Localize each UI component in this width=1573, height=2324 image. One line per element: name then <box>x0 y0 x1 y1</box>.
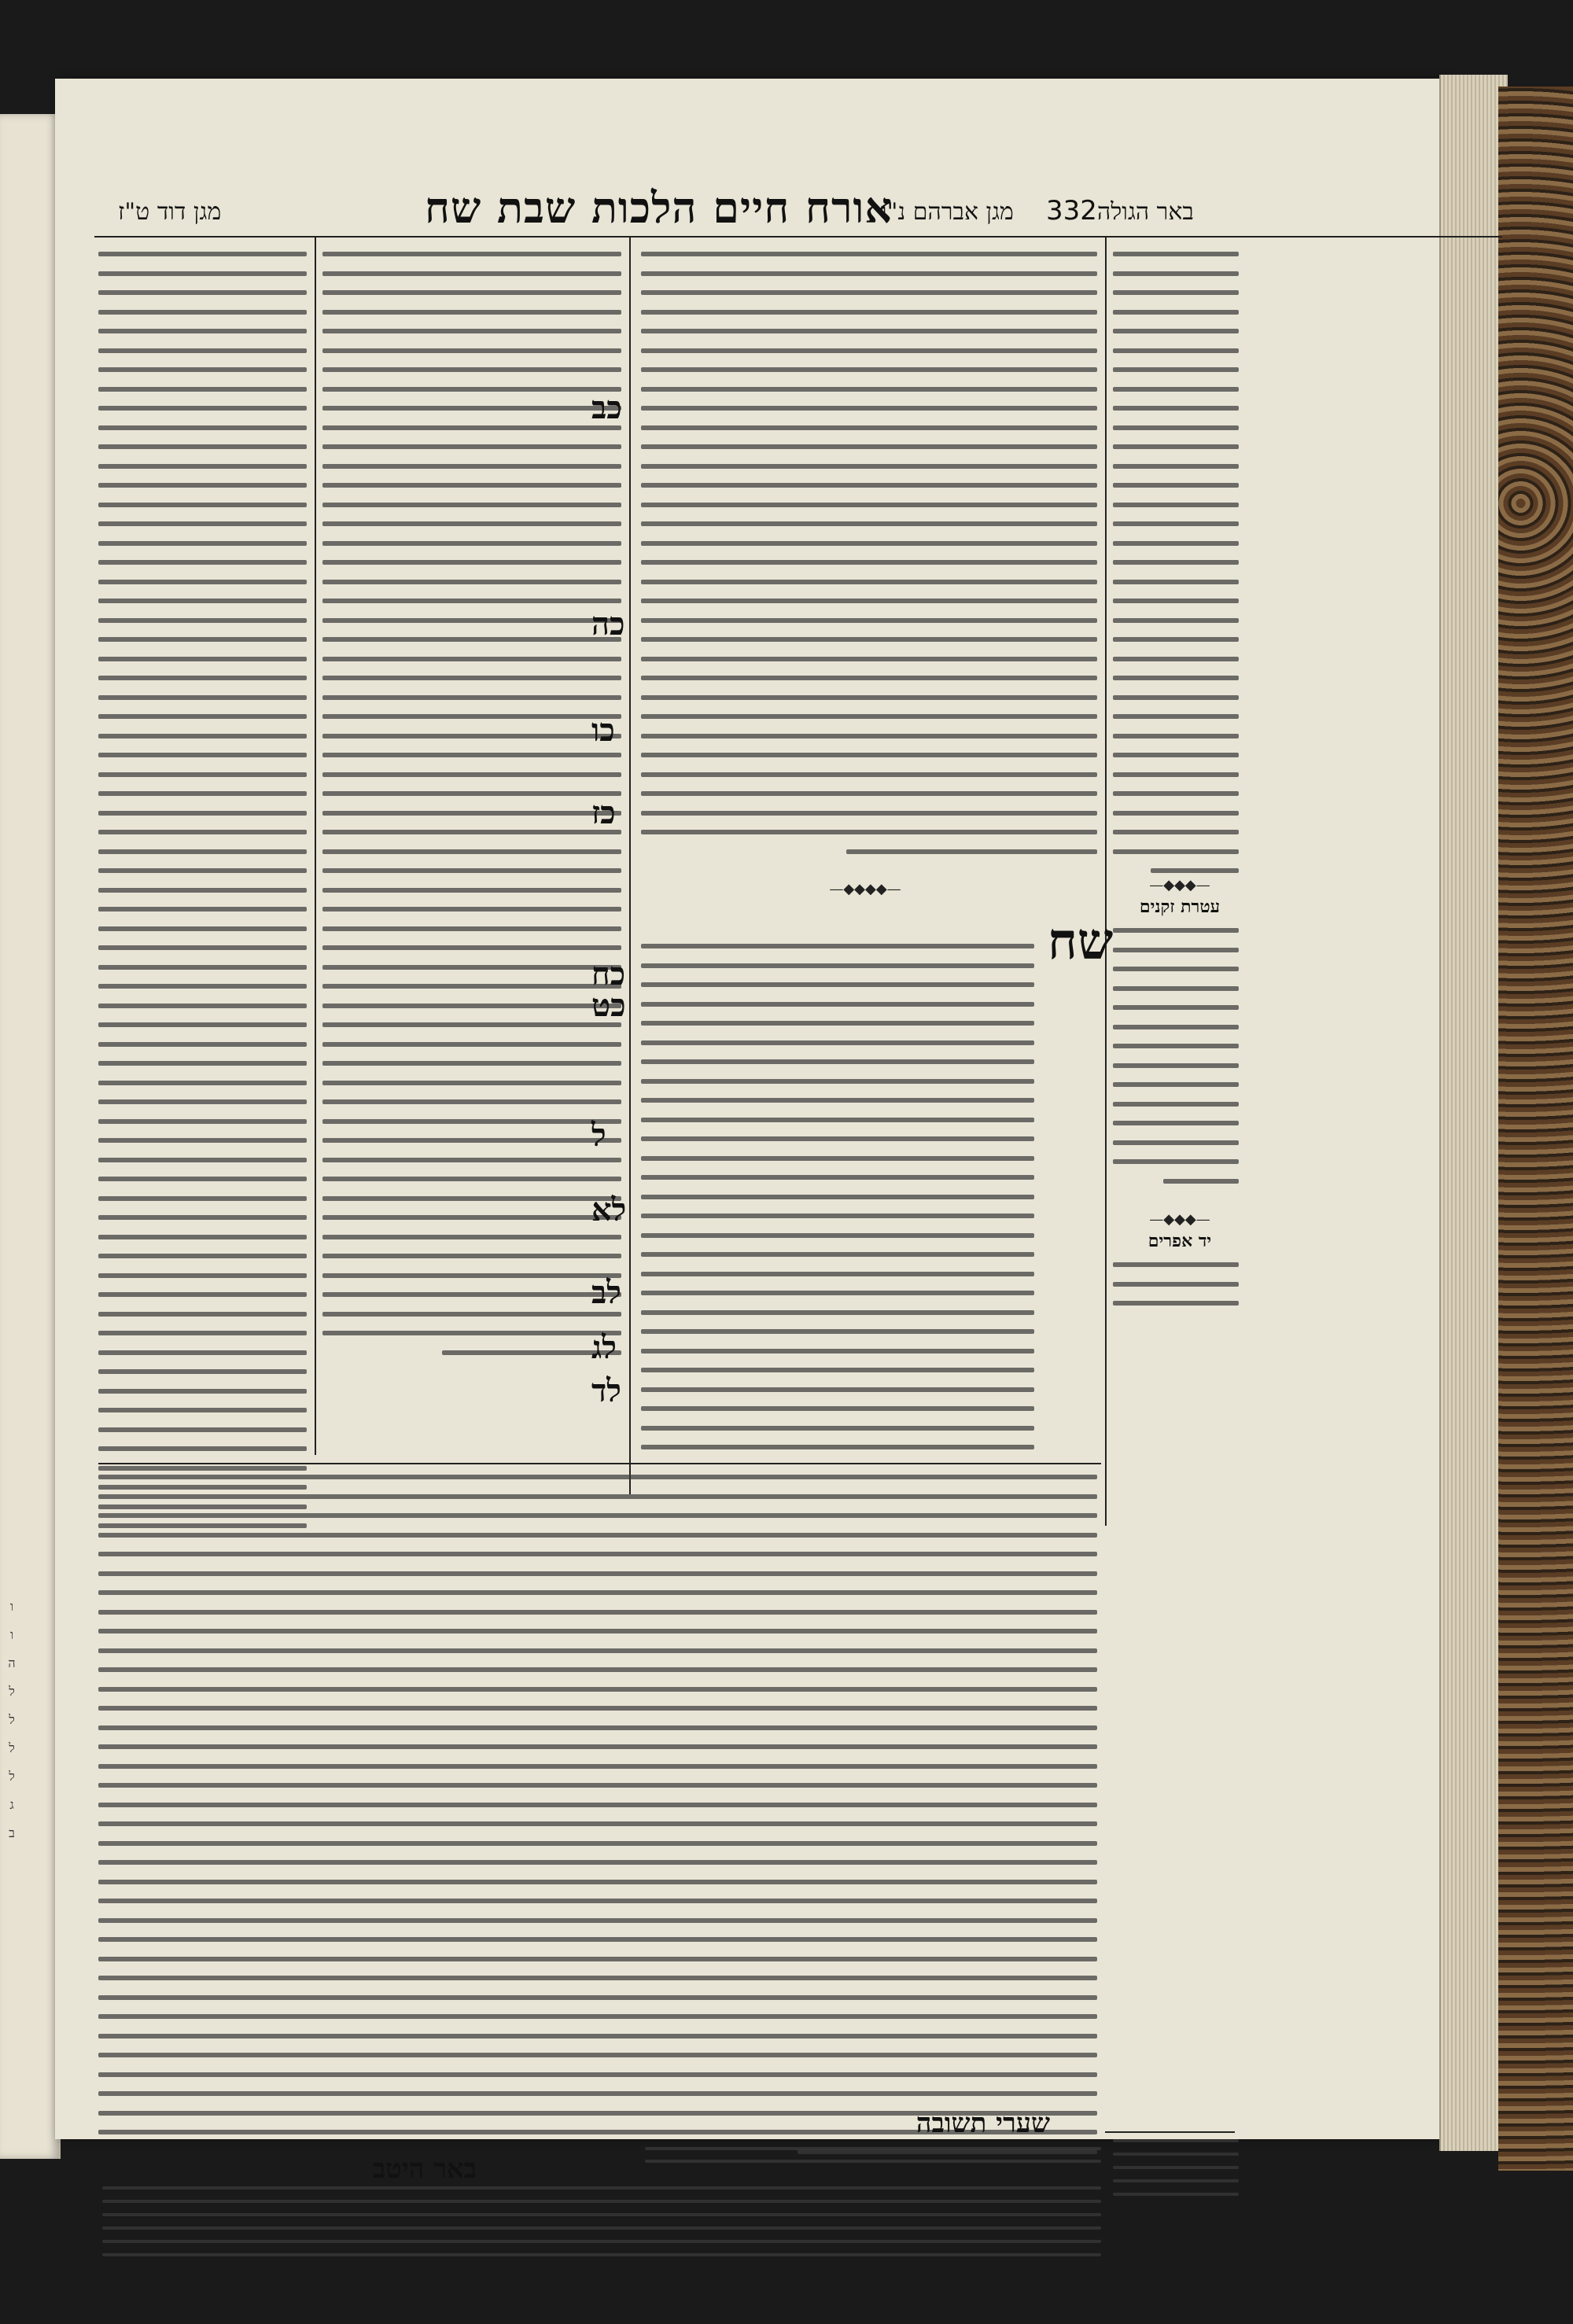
shaarei-teshuva-heading: שערי תשובה <box>915 2108 1051 2139</box>
ornament-divider: —◆◆◆◆— <box>829 881 901 897</box>
page-edges <box>1439 75 1508 2151</box>
column-divider <box>629 236 631 1494</box>
siman-marker-kt: כט <box>591 987 626 1024</box>
magen-avraham-column <box>641 252 1097 868</box>
page-title: אורח חיים הלכות שבת שח <box>425 182 893 233</box>
magen-david-column <box>98 252 307 1543</box>
margin-letter: ל <box>9 1769 15 1784</box>
header-right-title: באר הגולה <box>1097 198 1194 226</box>
siman-marker-lb: לב <box>591 1274 621 1311</box>
ornament-divider: —◆◆◆— <box>1149 1211 1210 1228</box>
margin-letter: ל <box>9 1684 15 1699</box>
yad-efraim-heading: יד אפרים <box>1148 1231 1212 1251</box>
yad-efraim-text <box>1113 1262 1239 1320</box>
column-divider <box>315 236 316 1455</box>
margin-letter: ו <box>9 1599 14 1614</box>
siman-marker-la: לא <box>591 1191 627 1228</box>
magen-avraham-column-cont <box>641 944 1034 1464</box>
header-rule <box>94 236 1502 238</box>
siman-shach-marker: שח <box>1048 912 1114 971</box>
siman-marker-kch: כח <box>591 956 626 993</box>
shulchan-aruch-column <box>322 252 621 1369</box>
header-magen-david: מגן דוד ט"ז <box>118 198 222 226</box>
siman-marker-kh: כה <box>591 606 625 643</box>
ornament-divider: —◆◆◆— <box>1149 877 1210 893</box>
beer-hagolah-bottom <box>1113 2139 1239 2206</box>
lower-commentary-block <box>98 1475 1097 2168</box>
siman-marker-ld: לד <box>591 1372 621 1409</box>
margin-letter: ל <box>9 1712 15 1727</box>
shaarei-teshuva-text <box>645 2147 1101 2172</box>
beer-heitev-text <box>102 2186 1101 2267</box>
margin-letter: ו <box>9 1627 14 1642</box>
margin-letter: ל <box>9 1740 15 1755</box>
siman-marker-l: ל <box>591 1117 606 1154</box>
siman-marker-kv: כו <box>591 712 615 749</box>
siman-marker-kz: כז <box>591 794 616 831</box>
margin-letter: ג <box>9 1797 14 1812</box>
siman-marker-kb: כב <box>591 389 622 426</box>
beer-hagolah-column <box>1113 252 1239 893</box>
header-magen-avraham: מגן אברהם נ"ו <box>881 198 1014 226</box>
section-rule <box>98 1463 1101 1464</box>
book-cover <box>1498 87 1573 2171</box>
ateret-zkenim-heading: עטרת זקנים <box>1139 897 1221 917</box>
left-margin-letters <box>3 1593 20 1847</box>
page-number: 332 <box>1046 195 1097 227</box>
section-rule <box>1105 2131 1235 2133</box>
ateret-zkenim-text <box>1113 928 1239 1198</box>
margin-letter: ב <box>9 1825 15 1840</box>
left-page-edge <box>0 114 61 2159</box>
column-divider <box>1105 236 1107 1526</box>
margin-letter: ה <box>8 1656 16 1670</box>
beer-heitev-heading: באר היטב <box>372 2153 477 2185</box>
siman-marker-lg: לג <box>591 1329 617 1366</box>
